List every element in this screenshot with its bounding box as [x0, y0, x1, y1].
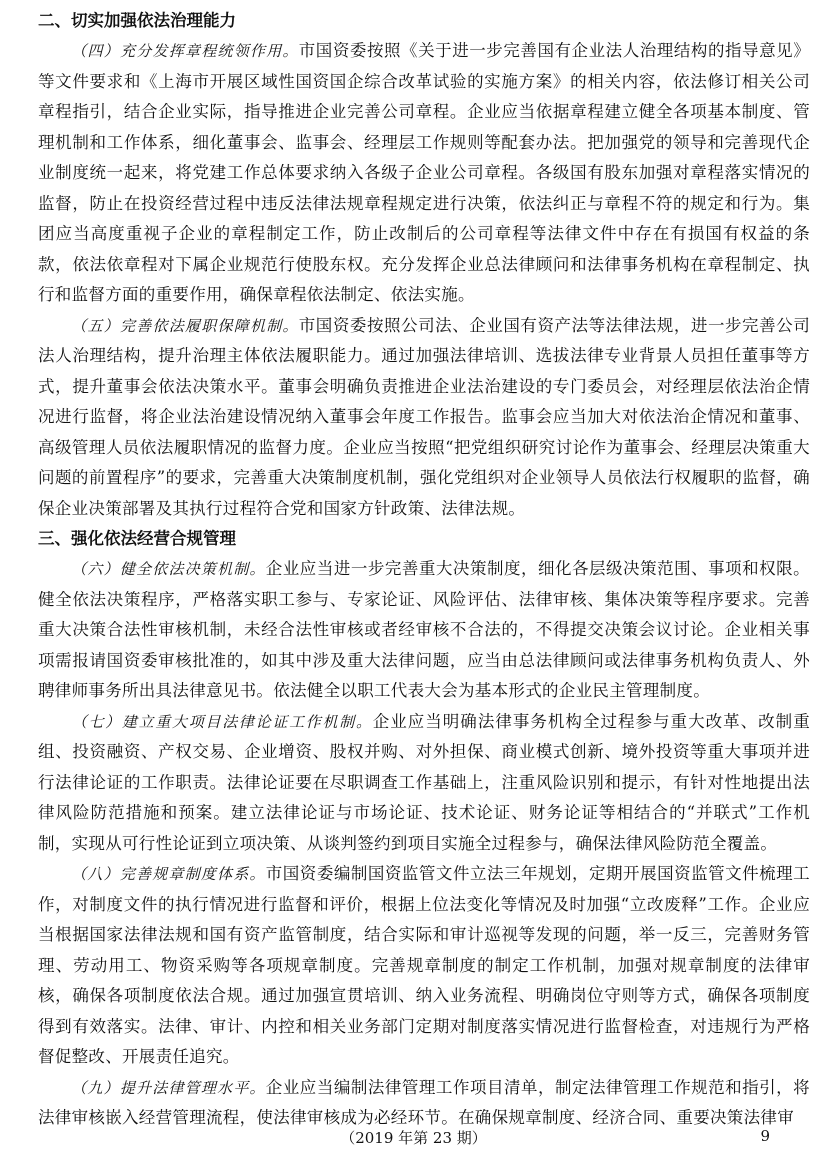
paragraph-body: 企业应当明确法律事务机构全过程参与重大改革、改制重组、投资融资、产权交易、企业增资、股权并购、对外担保、商业模式创新、境外投资等重大事项并进行法律论证的工作职责。法律论证要在尽职调查工作基础上，注重风险识别和提示，有针对性地提出法律风险防范措施和预案。建立法律论证与市场论证、技术论证、财务论证等相结合的“并联式”工作机制，实现从可行性论证到立项决策、从谈判签约到项目实施全过程参与，确保法律风险防范全覆盖。: [38, 711, 810, 853]
paragraph-9: [38, 1073, 810, 1134]
page-number: 9: [760, 1127, 770, 1145]
section-heading-2: 二、切实加强依法治理能力: [38, 11, 236, 30]
paragraph-lead: （五）完善依法履职保障机制。: [71, 316, 299, 335]
paragraph-5: [38, 311, 810, 525]
document-page: [38, 6, 810, 1134]
paragraph-body: 市国资委编制国资监管文件立法三年规划，定期开展国资监管文件梳理工作，对制度文件的执行情况进行监督和评价，根据上位法变化等情况及时加强“立改废释”工作。企业应当根据国家法律法规和国有资产监管制度，结合实际和审计巡视等发现的问题，举一反三，完善财务管理、劳动用工、物资采购等各项规章制度。完善规章制度的制定工作机制，加强对规章制度的法律审核，确保各项制度依法合规。通过加强宣贯培训、纳入业务流程、明确岗位守则等方式，确保各项制度得到有效落实。法律、审计、内控和相关业务部门定期对制度落实情况进行监督检查，对违规行为严格督促整改、开展责任追究。: [38, 864, 810, 1066]
paragraph-6: [38, 554, 810, 707]
paragraph-lead: （七）建立重大项目法律论证工作机制。: [71, 712, 373, 731]
paragraph-lead: （四）充分发挥章程统领作用。: [71, 42, 299, 60]
paragraph-lead: （九）提升法律管理水平。: [71, 1078, 266, 1097]
paragraph-body: 市国资委按照公司法、企业国有资产法等法律法规，进一步完善公司法人治理结构，提升治理主体依法履职能力。通过加强法律培训、选拔法律专业背景人员担任董事等方式，提升董事会依法决策水平。董事会明确负责推进企业法治建设的专门委员会，对经理层依法治企情况进行监督，将企业法治建设情况纳入董事会年度工作报告。监事会应当加大对依法治企情况和董事、高级管理人员依法履职情况的监督力度。企业应当按照“把党组织研究讨论作为董事会、经理层决策重大问题的前置程序”的要求，完善重大决策制度机制，强化党组织对企业领导人员依法行权履职的监督，确保企业决策部署及其执行过程符合党和国家方针政策、法律法规。: [38, 315, 810, 518]
paragraph-lead: （六）健全依法决策机制。: [71, 560, 266, 578]
paragraph-4: [38, 36, 810, 311]
section-heading-3: 三、强化依法经营合规管理: [38, 529, 236, 548]
issue-label: （2019 年第 23 期）: [340, 1129, 487, 1147]
paragraph-8: [38, 859, 810, 1073]
paragraph-lead: （八）完善规章制度体系。: [71, 865, 266, 883]
paragraph-7: [38, 707, 810, 860]
page-footer: [0, 1127, 827, 1153]
paragraph-body: 企业应当编制法律管理工作项目清单，制定法律管理工作规范和指引，将法律审核嵌入经营管理流程，使法律审核成为必经环节。在确保规章制度、经济合同、重要决策法律审: [38, 1077, 810, 1127]
paragraph-body: 市国资委按照《关于进一步完善国有企业法人治理结构的指导意见》等文件要求和《上海市开展区域性国资国企综合改革试验的实施方案》的相关内容，依法修订相关公司章程指引，结合企业实际，指导推进企业完善公司章程。企业应当依据章程建立健全各项基本制度、管理机制和工作体系，细化董事会、监事会、经理层工作规则等配套办法。把加强党的领导和完善现代企业制度统一起来，将党建工作总体要求纳入各级子企业公司章程。各级国有股东加强对章程落实情况的监督，防止在投资经营过程中违反法律法规章程规定进行决策，依法纠正与章程不符的规定和行为。集团应当高度重视子企业的章程制定工作，防止改制后的公司章程等法律文件中存在有损国有权益的条款，依法依章程对下属企业规范行使股东权。充分发挥企业总法律顾问和法律事务机构在章程制定、执行和监督方面的重要作用，确保章程依法制定、依法实施。: [38, 41, 810, 304]
paragraph-body: 企业应当进一步完善重大决策制度，细化各层级决策范围、事项和权限。健全依法决策程序，严格落实职工参与、专家论证、风险评估、法律审核、集体决策等程序要求。完善重大决策合法性审核机制，未经合法性审核或者经审核不合法的，不得提交决策会议讨论。企业相关事项需报请国资委审核批准的，如其中涉及重大法律问题，应当由总法律顾问或法律事务机构负责人、外聘律师事务所出具法律意见书。依法健全以职工代表大会为基本形式的企业民主管理制度。: [38, 559, 810, 700]
